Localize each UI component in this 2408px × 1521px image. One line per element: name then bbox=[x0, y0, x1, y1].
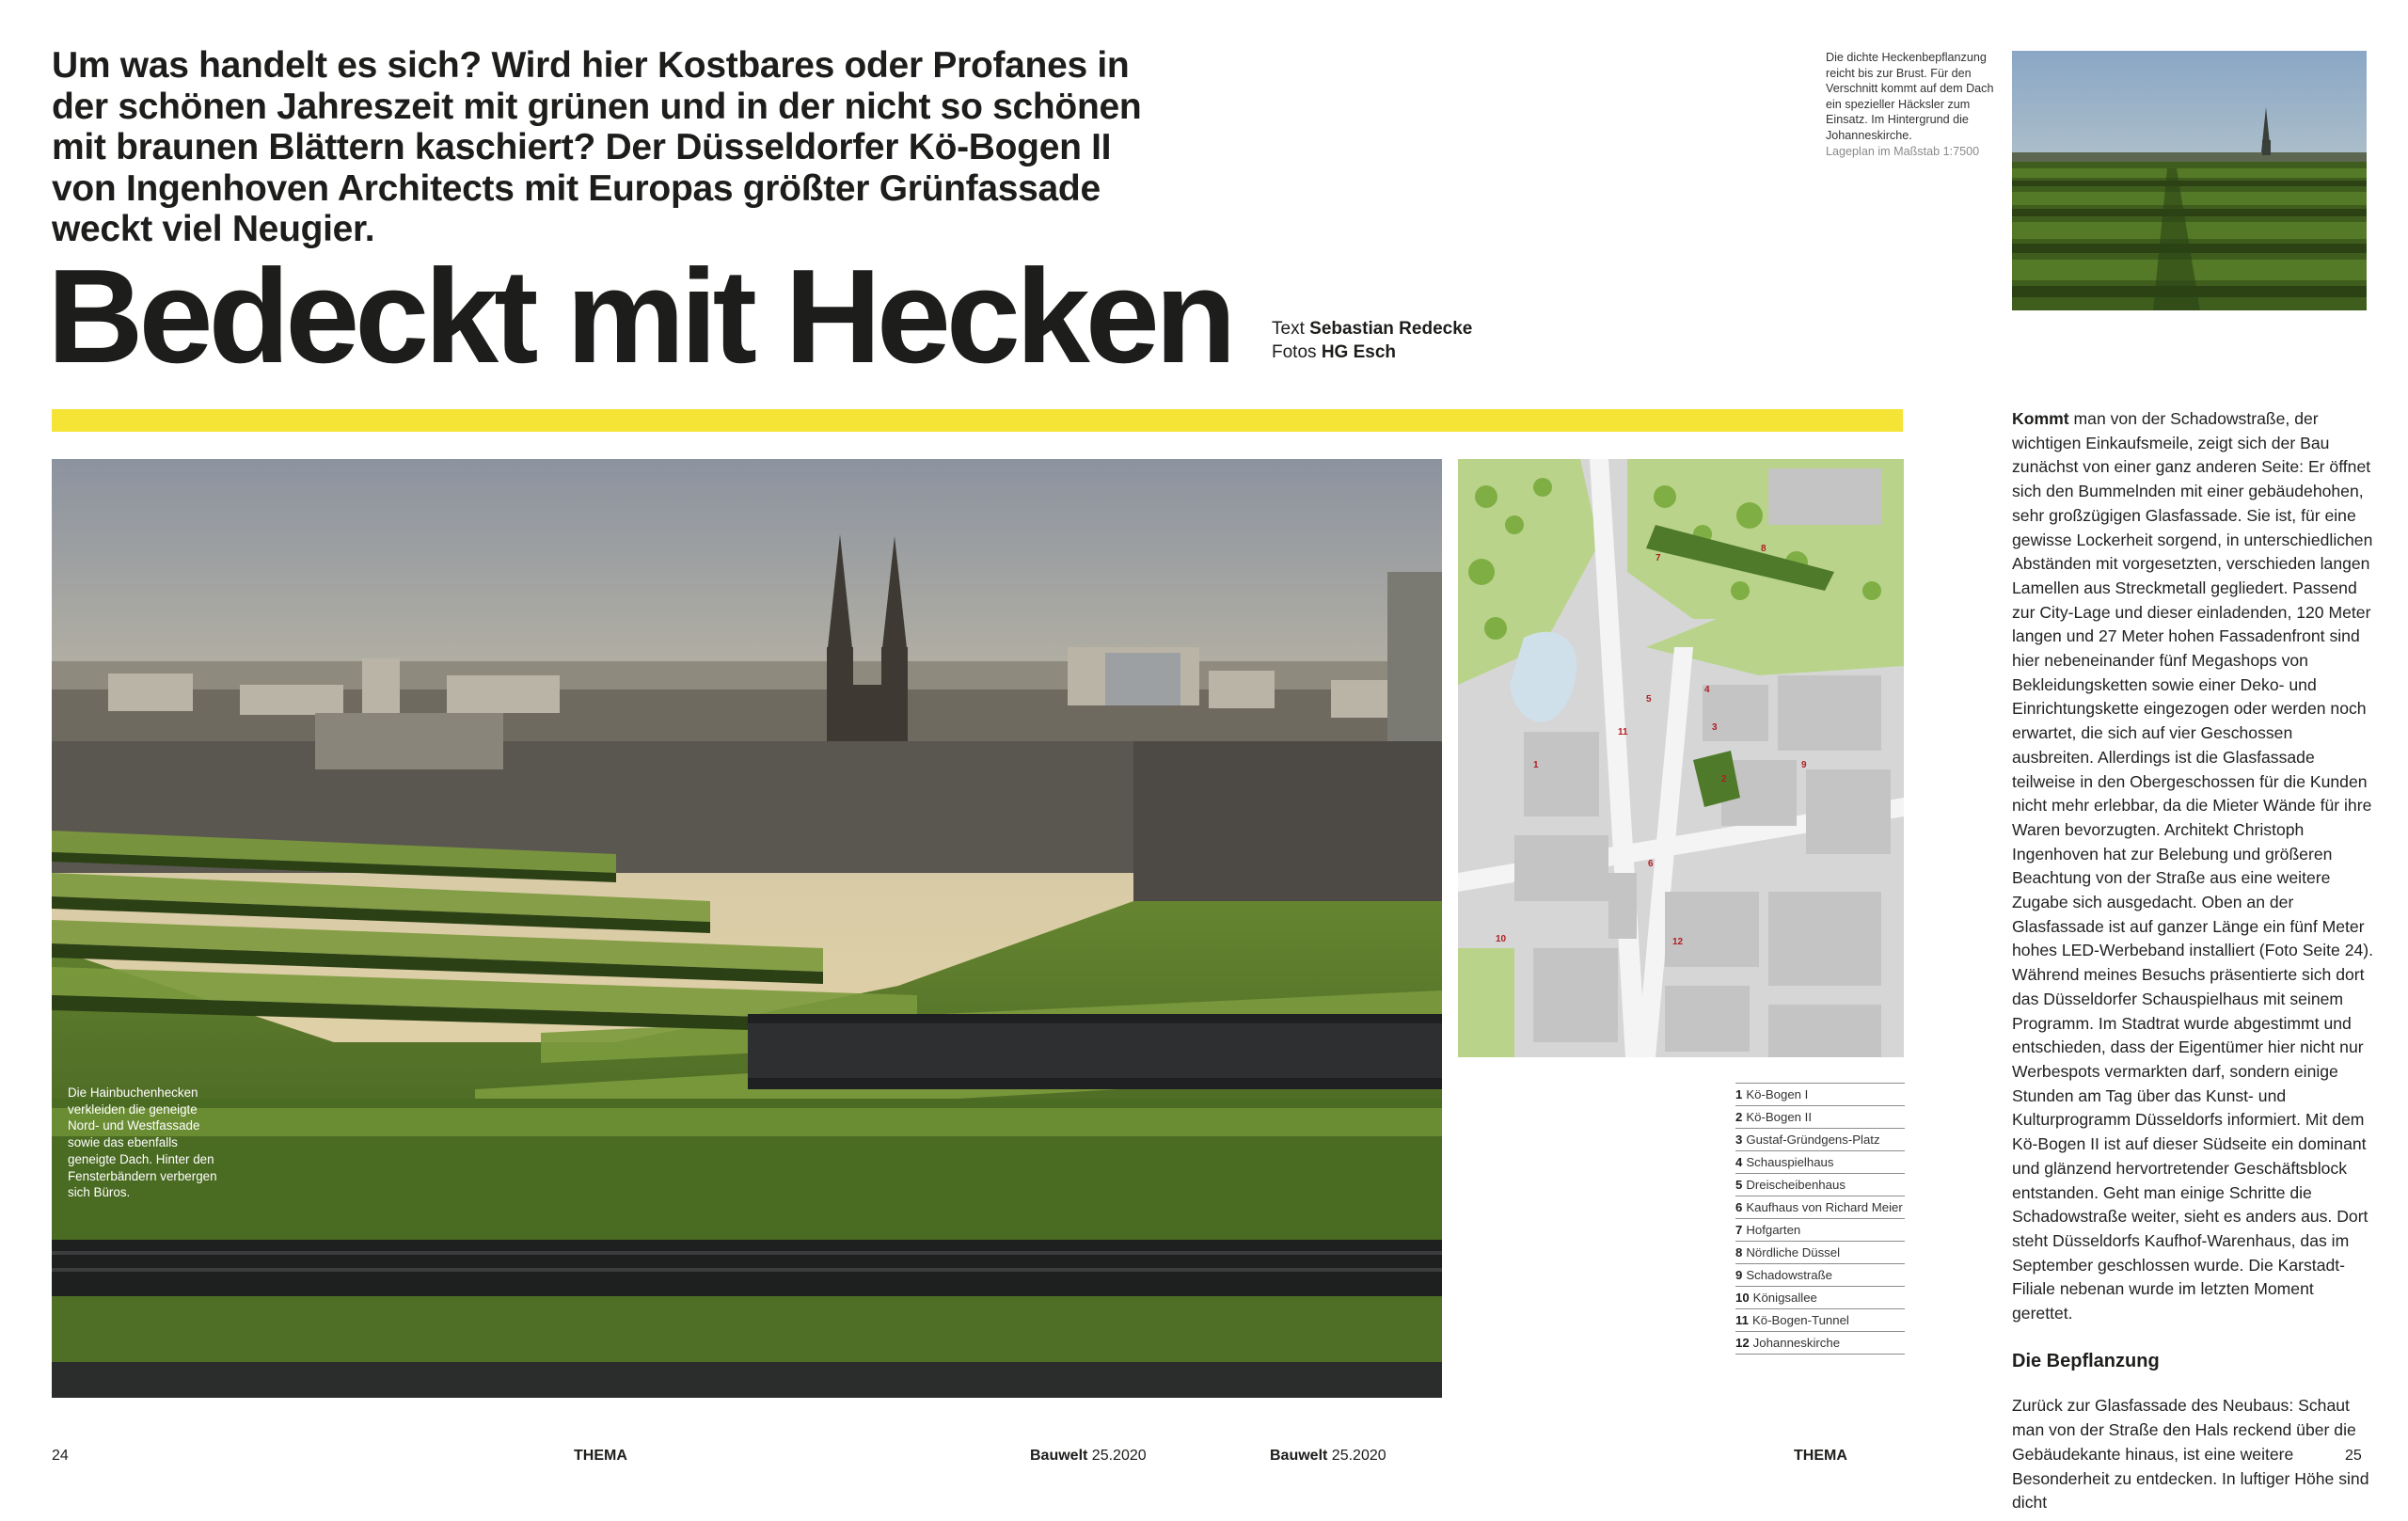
small-photo-caption bbox=[1826, 50, 1995, 159]
legend-item: 2 Kö-Bogen II bbox=[1735, 1105, 1905, 1128]
section-subhead: Die Bepflanzung bbox=[2012, 1350, 2160, 1371]
lead-paragraph: Um was handelt es sich? Wird hier Kostbares oder Profanes in der schönen Jahreszeit mit grünen und in der nicht so schönen mit braunen Blättern kaschiert? Der Düsseldorfer Kö-Bogen II von Ingenhoven Architects mit Europas größter Grünfassade weckt viel Neugier. bbox=[52, 45, 1142, 249]
article-title: Bedeckt mit Hecken bbox=[47, 242, 1232, 391]
legend-item: 1 Kö-Bogen I bbox=[1735, 1083, 1905, 1105]
legend-item: 3 Gustaf-Gründgens-Platz bbox=[1735, 1128, 1905, 1150]
main-photo-caption: Die Hainbuchenhecken verkleiden die geneigte Nord- und Westfassade sowie das ebenfalls geneigte Dach. Hinter den Fensterbändern verbergen sich Büros. bbox=[68, 1085, 217, 1200]
map-marker-1: 1 bbox=[1533, 760, 1539, 770]
map-marker-12: 12 bbox=[1672, 937, 1684, 947]
map-marker-7: 7 bbox=[1656, 553, 1661, 563]
right-page-number: 25 bbox=[2345, 1448, 2362, 1464]
map-legend bbox=[1735, 1083, 1905, 1355]
legend-item: 12 Johanneskirche bbox=[1735, 1331, 1905, 1355]
credit-photo-label: Fotos bbox=[1272, 342, 1317, 362]
map-marker-6: 6 bbox=[1648, 859, 1654, 869]
legend-item: 7 Hofgarten bbox=[1735, 1218, 1905, 1241]
right-section-label: THEMA bbox=[1794, 1448, 1847, 1464]
map-marker-11: 11 bbox=[1618, 727, 1628, 737]
credit-text-author: Sebastian Redecke bbox=[1309, 319, 1473, 339]
site-plan-scale: Lageplan im Maßstab 1:7500 bbox=[1826, 144, 1980, 158]
small-photo-caption-text: Die dichte Heckenbepflanzung reicht bis zur Brust. Für den Verschnitt kommt auf dem Dach ein spezieller Häcksler zum Einsatz. Im Hintergrund die Johanneskirche. bbox=[1826, 51, 1994, 142]
body-paragraph-1-text: man von der Schadowstraße, der wichtigen Einkaufsmeile, zeigt sich der Bau zunächst von einer ganz anderen Seite: Er öffnet sich den Bummelnden mit einer gebäudehohen, sehr großzügigen Glasfassade. Sie ist, für eine gewisse Lockerheit sorgend, in unterschiedlichen Abständen mit vorgesetzten, verschieden langen Lamellen aus Streckmetall gegliedert. Passend zur City-Lage und dieser einladenden, 120 Meter langen und 27 Meter hohen Fassadenfront sind hier nebeneinander fünf Megashops von Bekleidungsketten sowie einer Deko- und Einrichtungskette eingezogen oder werden noch erwartet, die sich auf vier Geschossen ausbreiten. Allerdings ist die Glasfassade teilweise in den Obergeschossen für die Kunden nicht mehr erlebbar, da die Mieter Wände für ihre Waren bevorzugten. Architekt Christoph Ingenhoven hat zur Belebung und größeren Beachtung von der Straße aus eine weitere Zugabe sich ausgedacht. Oben an der Glasfassade ist auf ganzer Länge ein fünf Meter hohes LED-Werbeband installiert (Foto Seite 24). Während meines Besuchs präsentierte sich dort das Düsseldorfer Schauspielhaus mit seinem Programm. Im Stadtrat wurde abgestimmt und entschieden, dass der Eigentümer hier nicht nur Werbespots vermarkten darf, sondern einige Stunden am Tag über das Kunst- und Kulturprogramm Düsseldorfs informiert. Mit dem Kö-Bogen II ist auf dieser Südseite ein dominant und glänzend hervortretender Geschäftsblock entstanden. Geht man einige Schritte die Schadowstraße weiter, sieht es anders aus. Dort steht Düsseldorfs Kaufhof-Warenhaus, das im September geschlossen wurde. Die Karstadt-Filiale nebenan wurde im letzten Moment gerettet. bbox=[2012, 409, 2374, 1323]
map-marker-3: 3 bbox=[1712, 722, 1718, 733]
body-text-column bbox=[2012, 407, 2374, 1515]
legend-item: 6 Kaufhaus von Richard Meier bbox=[1735, 1196, 1905, 1218]
legend-item: 8 Nördliche Düssel bbox=[1735, 1241, 1905, 1263]
map-marker-2: 2 bbox=[1721, 774, 1727, 784]
credit-photo-author: HG Esch bbox=[1321, 342, 1397, 362]
left-section-label: THEMA bbox=[574, 1448, 627, 1464]
rooftop-hedge-photo bbox=[2012, 51, 2367, 310]
credit-text-label: Text bbox=[1272, 319, 1305, 339]
map-marker-9: 9 bbox=[1801, 760, 1807, 770]
legend-item: 10 Königsallee bbox=[1735, 1286, 1905, 1308]
left-page-number: 24 bbox=[52, 1448, 69, 1464]
legend-item: 5 Dreischeibenhaus bbox=[1735, 1173, 1905, 1196]
yellow-accent-bar bbox=[52, 409, 1903, 432]
map-marker-8: 8 bbox=[1761, 544, 1766, 554]
legend-item: 4 Schauspielhaus bbox=[1735, 1150, 1905, 1173]
intro-word: Kommt bbox=[2012, 409, 2069, 428]
legend-item: 9 Schadowstraße bbox=[1735, 1263, 1905, 1286]
credits bbox=[1272, 317, 1472, 364]
body-paragraph-2: Zurück zur Glasfassade des Neubaus: Schaut man von der Straße den Hals reckend über die Gebäudekante hinaus, ist eine weitere Besonderheit zu entdecken. In luftiger Höhe sind dicht bbox=[2012, 1396, 2369, 1513]
right-magazine: Bauwelt 25.2020 bbox=[1270, 1448, 1386, 1464]
body-paragraph-1 bbox=[2012, 407, 2374, 1326]
main-facade-photo bbox=[52, 459, 1442, 1398]
map-marker-5: 5 bbox=[1646, 694, 1652, 705]
map-marker-4: 4 bbox=[1704, 685, 1710, 695]
left-magazine: Bauwelt 25.2020 bbox=[1030, 1448, 1147, 1464]
legend-item: 11 Kö-Bogen-Tunnel bbox=[1735, 1308, 1905, 1331]
map-marker-10: 10 bbox=[1496, 934, 1507, 944]
site-plan-map bbox=[1458, 459, 1904, 1057]
